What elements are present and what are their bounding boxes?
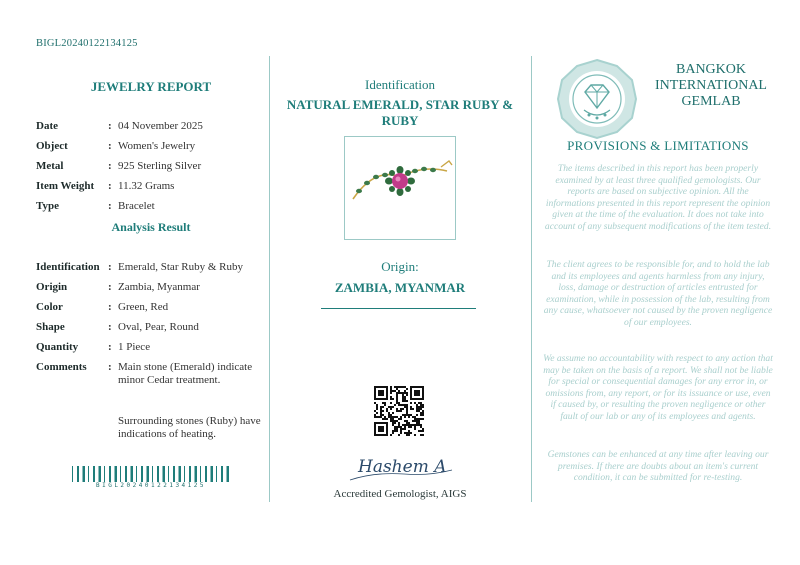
origin-label: Origin: <box>381 259 419 274</box>
detail-label: Item Weight <box>36 180 95 192</box>
signature <box>344 446 456 486</box>
bracelet-photo <box>344 136 456 240</box>
identification-label: Identification <box>364 77 436 92</box>
detail-label: Date <box>36 120 58 132</box>
lab-name: BANGKOK INTERNATIONAL GEMLAB <box>655 62 767 109</box>
gemologist-title: Accredited Gemologist, AIGS <box>333 488 467 500</box>
detail-value: Women's Jewelry <box>118 140 196 152</box>
origin-value: ZAMBIA, MYANMAR <box>334 280 466 295</box>
analysis-label: Color <box>36 301 63 313</box>
barcode-text: BIGL20240122134125 <box>95 482 207 489</box>
provision-paragraph: The client agrees to be responsible for, and to hold the lab and its employees and agents harmless from any injury, loss, damage or destruction of articles entrusted for examination, while in possession of the lab, resulting from any cause, whatsoever not caused by the proven negligence of our employees. <box>543 259 773 328</box>
analysis-value: Oval, Pear, Round <box>118 321 199 333</box>
provision-paragraph: Gemstones can be enhanced at any time after leaving our premises. If there are doubts about an item's current condition, it can be submitted for re-testing. <box>547 449 769 484</box>
detail-label: Metal <box>36 160 64 172</box>
analysis-value: Green, Red <box>118 301 169 313</box>
comments-extra: Surrounding stones (Ruby) have indications of heating. <box>118 415 261 440</box>
qr-code <box>374 386 424 436</box>
detail-value: 11.32 Grams <box>118 180 175 192</box>
analysis-label: Shape <box>36 321 65 333</box>
column-divider <box>531 56 532 502</box>
identification-value: NATURAL EMERALD, STAR RUBY & RUBY <box>286 97 514 128</box>
bracelet-image <box>345 137 455 239</box>
signature-text: Hashem A <box>358 457 447 477</box>
detail-value: Bracelet <box>118 200 155 212</box>
analysis-title: Analysis Result <box>111 220 191 234</box>
detail-label: Type <box>36 200 60 212</box>
report-title: JEWELRY REPORT <box>90 79 212 94</box>
provision-paragraph: We assume no accountability with respect to any action that may be taken on the basis of a report. We shall not be liable for special or consequential damages for any error in, or omissions from, any report, or for its issuance or use, even if caused by, or resulting the proven negligence or other fault of our lab or any of its employees and agents. <box>543 353 773 422</box>
analysis-label: Identification <box>36 261 100 273</box>
analysis-label: Quantity <box>36 341 79 353</box>
analysis-label: Origin <box>36 281 68 293</box>
provisions-title: PROVISIONS & LIMITATIONS <box>567 138 749 153</box>
analysis-value: 1 Piece <box>118 341 151 353</box>
provision-paragraph: The items described in this report has been properly examined by at least three qualified gemologists. Our reports are based on subjective opinion. All the informations presented in this report represent the opinion given at the time of the evaluation. It does not take into account of any subsequent modifications of the item tested. <box>544 163 772 232</box>
analysis-value: Zambia, Myanmar <box>118 281 200 293</box>
analysis-value: Main stone (Emerald) indicate minor Cedar treatment. <box>118 361 253 386</box>
detail-value: 925 Sterling Silver <box>118 160 202 172</box>
barcode <box>72 466 230 482</box>
detail-label: Object <box>36 140 68 152</box>
analysis-value: Emerald, Star Ruby & Ruby <box>118 261 243 273</box>
analysis-label: Comments <box>36 361 87 373</box>
report-id: BIGL20240122134125 <box>36 38 138 49</box>
divider-line <box>321 308 476 309</box>
detail-value: 04 November 2025 <box>118 120 203 132</box>
lab-logo-icon <box>556 58 638 140</box>
